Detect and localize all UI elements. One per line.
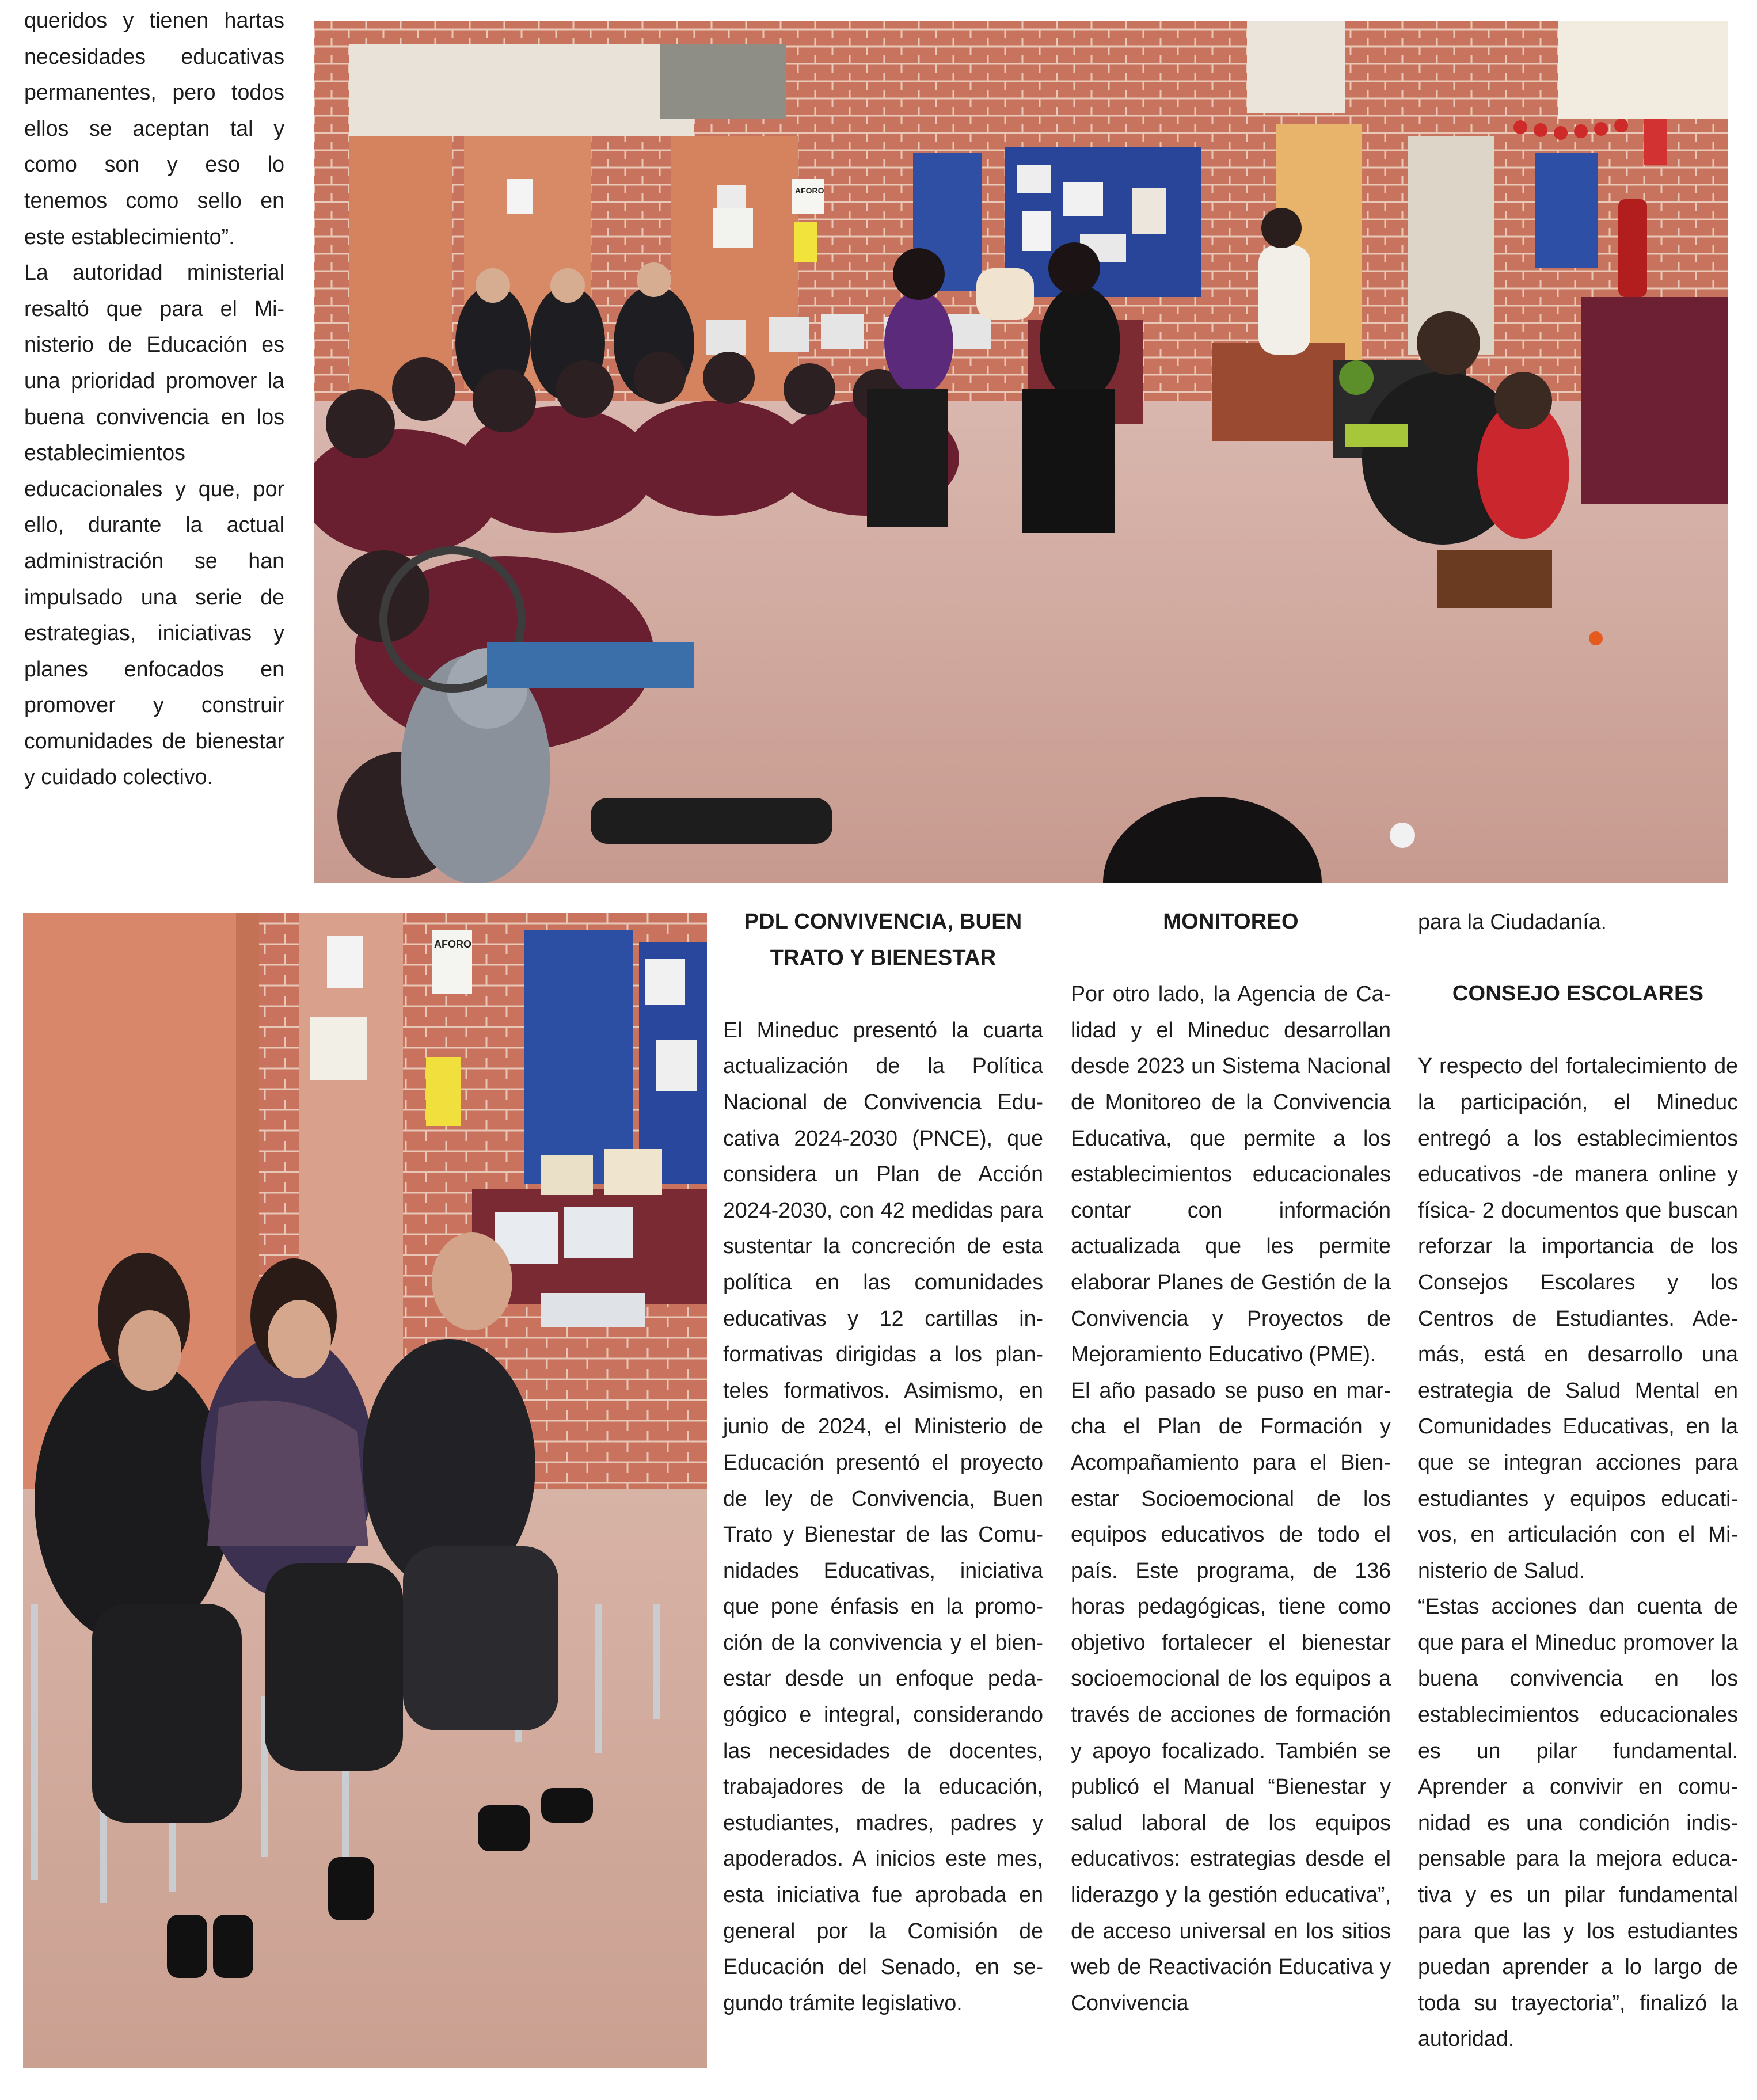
consejo-continuation: para la Ciudadanía. (1418, 910, 1607, 934)
photo-classroom-svg (314, 21, 1728, 883)
photo-officials-seated (23, 913, 707, 2068)
intro-paragraph-2: La autoridad ministerial resaltó que para el Ministerio de Educación es una prioridad promover la buena convivencia en los establecimientos educacionales y que, por ello, durante la actual administración se han impulsado una serie de estrategias, iniciativas y planes enfocados en promover y construir comunidades de bienestar y cuidado colectivo. (24, 260, 284, 789)
heading-pdl-line2: TRATO Y BIENESTAR (770, 945, 997, 970)
consejo-paragraph-1: Y respecto del fortalecimiento de la participación, el Mineduc entregó a los establecimientos educativos -de manera online y física- 2 documentos que buscan reforzar la importancia de los Consejos Escolares y los Centros de Estudiantes. Además, está en desarrollo una estrategia de Salud Mental en Comunidades Educativas, en la que se integran acciones para estudiantes y equipos educativos, en articulación con el Ministerio de Salud. (1418, 1053, 1738, 1582)
consejo-paragraph-2: “Estas acciones dan cuenta de que para el Mineduc promover la buena convivencia en los establecimientos educacionales es un pilar fundamental. Aprender a convivir en comunidad es una condición indispensable para la mejora educativa y es un pilar fundamental para que las y los estudiantes puedan aprender a lo largo de toda su trayectoria”, finalizó la autoridad. (1418, 1594, 1738, 2051)
pdl-paragraph-1: El Mineduc presentó la cuarta actualización de la Política Nacional de Convivencia Educativa 2024-2030 (PNCE), que considera un Plan de Acción 2024-2030, con 42 medidas para sustentar la concreción de esta política en las comunidades educativas y 12 cartillas informativas dirigidas a los planteles formativos. Asimismo, en junio de 2024, el Ministerio de Educación presentó el proyecto de ley de Convivencia, Buen Trato y Bienestar de las Comunidades Educativas, iniciativa que pone énfasis en la promoción de la convivencia y el bienestar desde un enfoque pedagógico e integral, considerando las necesidades de docentes, trabajadores de la educación, estudiantes, madres, padres y apoderados. A inicios este mes, esta iniciativa fue aprobada en general por la Comisión de Educación del Senado, en segundo trámite legislativo. (723, 1017, 1043, 2015)
monitoreo-paragraph-1: Por otro lado, la Agencia de Calidad y el Mineduc desarrollan desde 2023 un Sistema Nacional de Monitoreo de la Convivencia Educativa, que permite a los establecimientos educacionales contar con información actualizada que les permite elaborar Planes de Gestión de la Convivencia y Proyectos de Mejoramiento Educativo (PME). (1071, 981, 1391, 1367)
column-monitoreo (1071, 904, 1391, 2021)
heading-consejo: CONSEJO ESCOLARES (1452, 981, 1704, 1006)
intro-paragraph-1: queridos y tienen hartas necesidades educativas permanentes, pero todos ellos se aceptan tal y como son y eso lo tenemos como sello en este establecimiento”. (24, 8, 284, 249)
bottom-photo-aforo-sign: AFORO (434, 938, 471, 950)
column-pdl (723, 904, 1043, 2021)
column-consejo (1418, 904, 1738, 2057)
photo-classroom-activity (314, 21, 1728, 883)
top-photo-aforo-sign: AFORO (795, 186, 824, 195)
photo-officials-svg (23, 913, 707, 2068)
monitoreo-paragraph-2: El año pasado se puso en marcha el Plan de Formación y Acompañamiento para el Bienestar Socioemocional de los equipos educativos de todo el país. Este programa, de 136 horas pedagógicas, tiene como objetivo fortalecer el bienestar socioemocional de los equipos a través de acciones de formación y apoyo focalizado. También se publicó el Manual “Bienestar y salud laboral de los equipos educativos: estrategias desde el liderazgo y la gestión educativa”, de acceso universal en los sitios web de Reactivación Educativa y Convivencia (1071, 1378, 1391, 2015)
intro-column (24, 2, 284, 795)
heading-pdl-line1: PDL CONVIVENCIA, BUEN (744, 910, 1022, 934)
heading-monitoreo: MONITOREO (1163, 910, 1299, 934)
